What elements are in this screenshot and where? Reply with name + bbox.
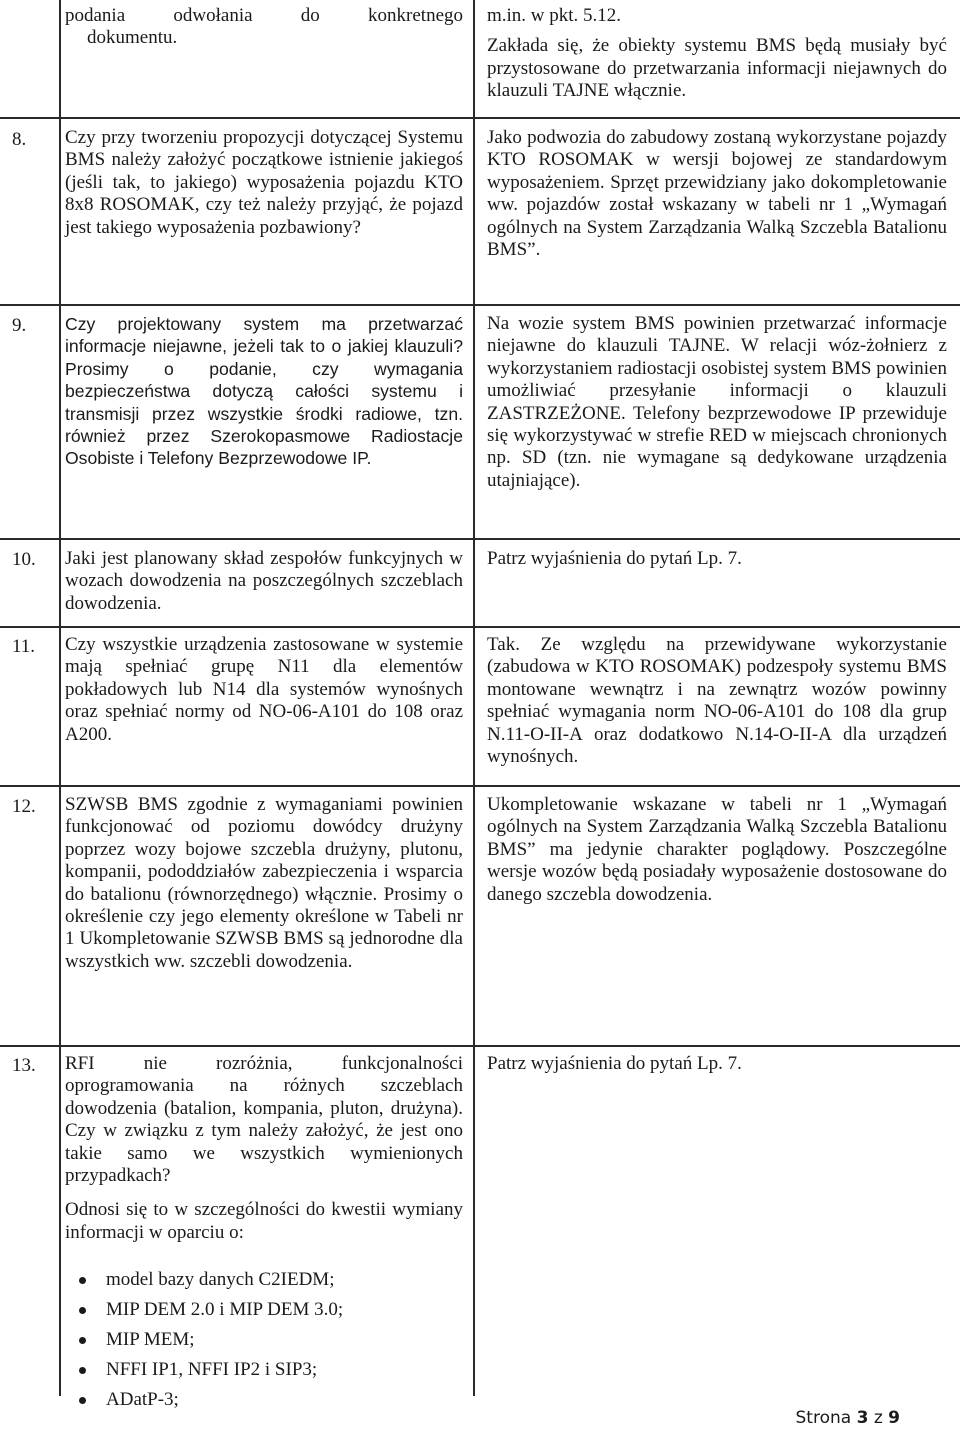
row-number: 8. — [12, 129, 27, 150]
row-number: 12. — [12, 796, 36, 817]
answer-cell — [487, 313, 947, 492]
list-item-text: ADatP-3; — [106, 1389, 179, 1410]
footer-page-number: 3 — [856, 1408, 869, 1428]
bullet-icon — [79, 1307, 86, 1314]
question-cell — [65, 1053, 463, 1252]
answer-text: Jako podwozia do zabudowy zostaną wykorzystane pojazdy KTO ROSOMAK w wersji bojowej ze standardowym wyposażeniem. Sprzęt przewidziany jako dokompletowanie ww. pojazdów został wskazany w tabeli nr 1 „Wymagań ogólnych na System Zarządzania Walką Szczebla Batalionu BMS”. — [487, 127, 947, 261]
list-item — [0, 1325, 470, 1355]
table-border-left — [59, 0, 61, 1396]
answer-text: Patrz wyjaśnienia do pytań Lp. 7. — [487, 548, 742, 569]
question-text: Czy wszystkie urządzenia zastosowane w systemie mają spełniać grupę N11 dla elementów pokładowych lub N14 dla systemów wynośnych oraz spełniać normy od NO-06-A101 do 108 oraz A200. — [65, 634, 463, 745]
footer-page-total: 9 — [888, 1408, 900, 1428]
question-text: Odnosi się to w szczególności do kwestii wymiany informacji w oparciu o: — [65, 1199, 463, 1243]
footer-prefix: Strona — [795, 1408, 857, 1428]
question-text: RFI nie rozróżnia, funkcjonalności oprogramowania na różnych szczeblach dowodzenia (batalion, kompania, pluton, drużyna). Czy w związku z tym należy założyć, że jest ono takie samo we wszystkich wymienionych przypadkach? — [65, 1053, 463, 1187]
list-item — [0, 1385, 470, 1415]
row-divider — [0, 1045, 960, 1047]
list-item-text: MIP DEM 2.0 i MIP DEM 3.0; — [106, 1299, 344, 1320]
question-cell — [65, 794, 463, 973]
answer-text: Na wozie system BMS powinien przetwarzać informacje niejawne do klauzuli TAJNE. W relacji wóz-żołnierz z wykorzystaniem radiostacji osobistej system BMS powinien umożliwiać przesyłanie informacji o klauzuli ZASTRZEŻONE. Telefony bezprzewodowe IP przewiduje się wykorzystywać w strefie RED w miejscach chronionych np. SD (tzn. nie wymagane są dedykowane urządzenia utajniające). — [487, 313, 947, 491]
row-divider — [0, 626, 960, 628]
answer-text: Patrz wyjaśnienia do pytań Lp. 7. — [487, 1053, 742, 1074]
answer-text: Zakłada się, że obiekty systemu BMS będą musiały być przystosowane do przetwarzania informacji niejawnych do klauzuli TAJNE włącznie. — [487, 35, 947, 102]
list-item-text: model bazy danych C2IEDM; — [106, 1269, 335, 1290]
list-item-text: NFFI IP1, NFFI IP2 i SIP3; — [106, 1359, 318, 1380]
question-cell — [65, 548, 463, 615]
answer-text: Ukompletowanie wskazane w tabeli nr 1 „Wymagań ogólnych na System Zarządzania Walką Szczebla Batalionu BMS” ma jedynie charakter poglądowy. Poszczególne wersje wozów będą posiadały wyposażenie dostosowane do danego szczebla dowodzenia. — [487, 794, 947, 905]
page-footer — [796, 1408, 901, 1428]
answer-text: Tak. Ze względu na przewidywane wykorzystanie (zabudowa w KTO ROSOMAK) podzespoły systemu BMS montowane wewnątrz i na zewnątrz wozów powinny spełniać wymagania norm NO-06-A101 do 108 dla grup N.11-O-II-A oraz dodatkowo N.14-O-II-A dla urządzeń wynośnych. — [487, 634, 947, 768]
row-number: 13. — [12, 1055, 36, 1076]
list-item-text: MIP MEM; — [106, 1329, 195, 1350]
question-text: dokumentu. — [87, 27, 178, 49]
row-divider — [0, 117, 960, 119]
row-number: 10. — [12, 549, 36, 570]
answer-cell — [487, 634, 947, 768]
row-number: 11. — [12, 636, 36, 657]
bullet-icon — [79, 1397, 86, 1404]
answer-cell — [487, 127, 947, 261]
bullet-icon — [79, 1337, 86, 1344]
question-cell — [65, 127, 463, 239]
list-item — [0, 1265, 470, 1295]
question-text: Czy projektowany system ma przetwarzać informacje niejawne, jeżeli tak to o jakiej klauzuli? Prosimy o podanie, czy wymagania bezpieczeństwa dotyczą całości systemu i transmisji przez wszystkie środki radiowe, tzn. również przez Szerokopasmowe Radiostacje Osobiste i Telefony Bezprzewodowe IP. — [65, 314, 463, 469]
list-item — [0, 1355, 470, 1385]
row-divider — [0, 785, 960, 787]
bullet-icon — [79, 1277, 86, 1284]
list-item — [0, 1295, 470, 1325]
answer-cell — [487, 5, 947, 103]
answer-cell — [487, 548, 947, 570]
question-text: Jaki jest planowany skład zespołów funkcyjnych w wozach dowodzenia na poszczególnych szczeblach dowodzenia. — [65, 548, 463, 614]
row-number: 9. — [12, 315, 27, 336]
bullet-icon — [79, 1367, 86, 1374]
bullet-list — [0, 1265, 470, 1415]
question-text: SZWSB BMS zgodnie z wymaganiami powinien funkcjonować od poziomu dowódcy drużyny poprzez wozy bojowe szczebla drużyny, plutonu, kompanii, pododdziałów zabezpieczenia i wsparcia do batalionu (równorzędnego) włącznie. Prosimy o określenie czy jego elementy określone w Tabeli nr 1 Ukompletowanie SZWSB BMS są jednorodne dla wszystkich ww. szczebli dowodzenia. — [65, 794, 463, 972]
question-cell — [65, 5, 463, 50]
answer-text: m.in. w pkt. 5.12. — [487, 5, 622, 26]
row-divider — [0, 538, 960, 540]
row-divider — [0, 304, 960, 306]
footer-separator: z — [868, 1408, 889, 1428]
answer-cell — [487, 1053, 947, 1075]
table-border-middle — [473, 0, 475, 1396]
question-cell — [65, 313, 463, 470]
question-text: Czy przy tworzeniu propozycji dotyczącej Systemu BMS należy założyć początkowe istnienie jakiegoś (jeśli tak, to jakiego) wyposażenia pojazdu KTO 8x8 ROSOMAK, czy też należy przyjąć, że pojazd jest takiego wyposażenia pozbawiony? — [65, 127, 463, 238]
question-text: podania odwołania do konkretnego — [65, 5, 463, 26]
answer-cell — [487, 794, 947, 906]
bullet-list-wrap — [0, 1265, 470, 1415]
question-cell — [65, 634, 463, 746]
